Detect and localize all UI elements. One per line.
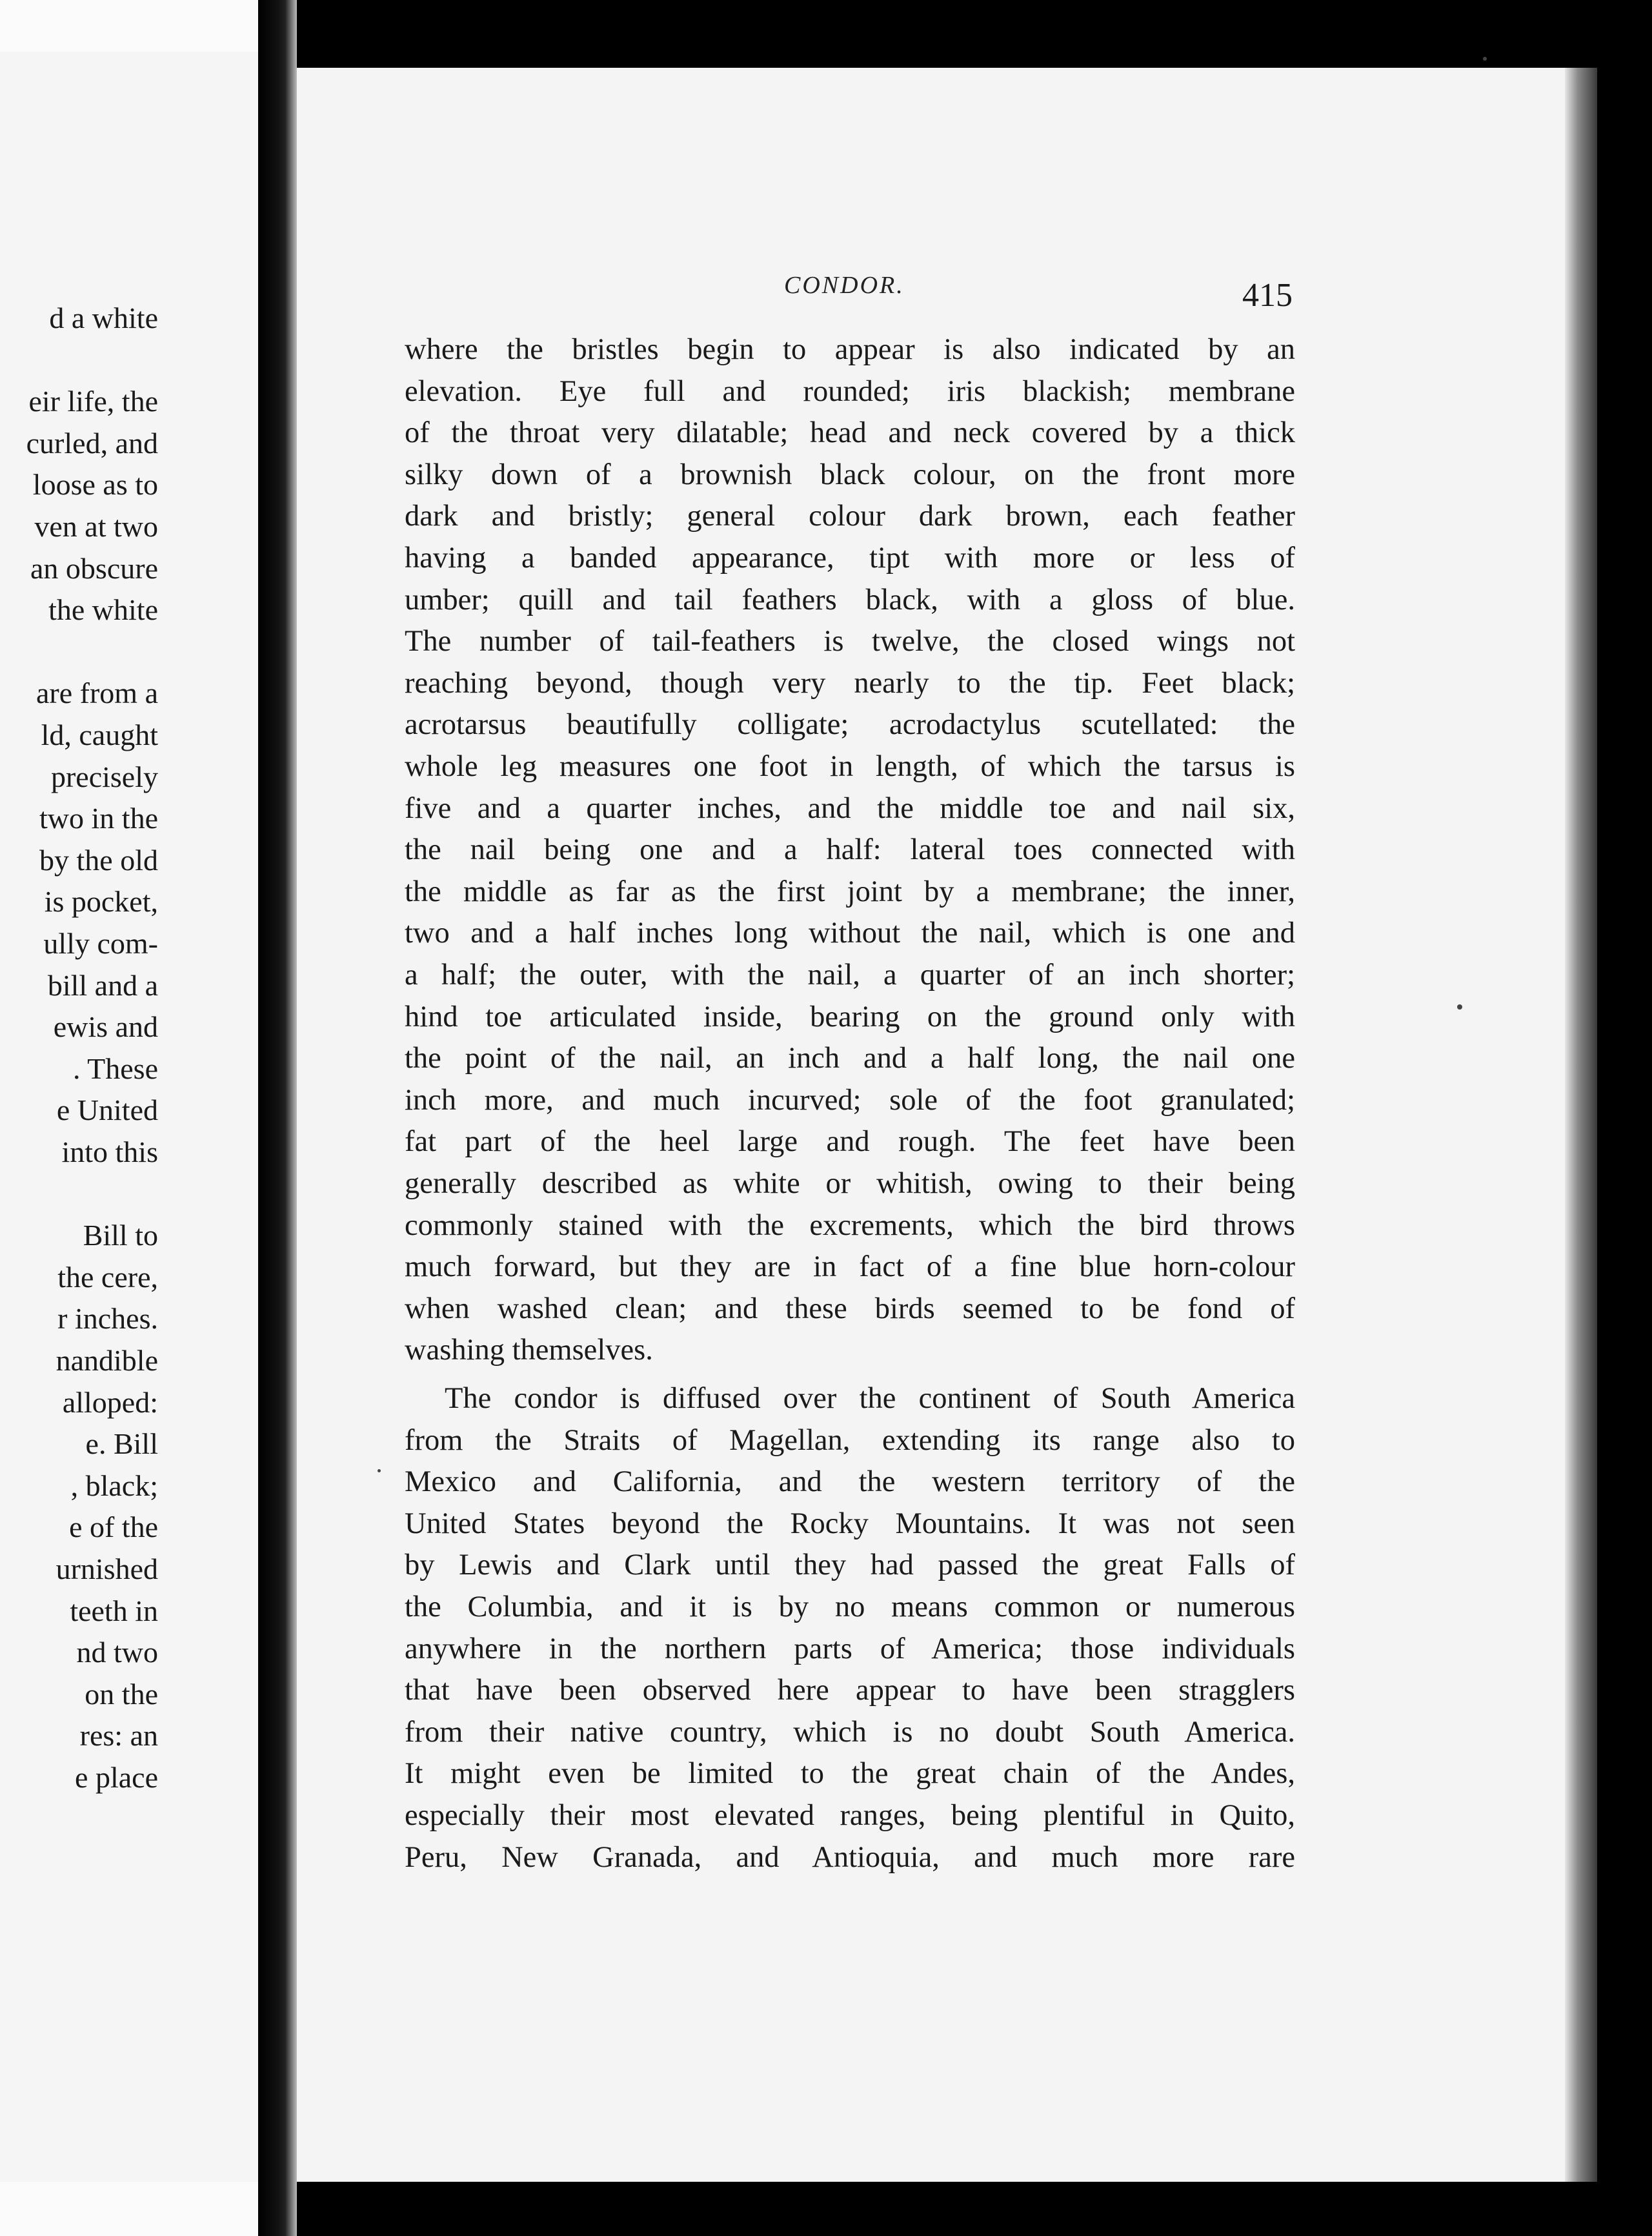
body-line: dark and bristly; general colour dark brown, each feather	[405, 500, 1295, 533]
body-line: when washed clean; and these birds seemed to be fond of	[405, 1292, 1295, 1325]
left-page-line: the white	[48, 593, 158, 627]
body-line: washing themselves.	[405, 1334, 653, 1367]
body-line: reaching beyond, though very nearly to the tip. Feet black;	[405, 666, 1295, 700]
body-line: a half; the outer, with the nail, a quarter of an inch shorter;	[405, 959, 1295, 991]
book-gutter	[258, 0, 297, 2236]
scan-border-top	[258, 0, 1652, 68]
body-line: from the Straits of Magellan, extending its range also to	[405, 1423, 1295, 1457]
body-line: having a banded appearance, tipt with more or less of	[405, 542, 1295, 574]
body-line: the point of the nail, an inch and a half long, the nail one	[405, 1042, 1295, 1075]
left-page-line: d a white	[49, 301, 158, 334]
body-line: by Lewis and Clark until they had passed the great Falls of	[405, 1549, 1295, 1582]
scan-speck	[378, 1469, 381, 1472]
left-page-line: ewis and	[53, 1010, 158, 1044]
body-line: hind toe articulated inside, bearing on the ground only with	[405, 1000, 1295, 1033]
left-page-line: . These	[72, 1052, 158, 1085]
left-page-line: e of the	[69, 1510, 158, 1544]
body-line: the Columbia, and it is by no means common or numerous	[405, 1591, 1295, 1623]
body-line: that have been observed here appear to have been stragglers	[405, 1674, 1295, 1707]
body-line: silky down of a brownish black colour, on the front more	[405, 458, 1295, 491]
left-page-line: eir life, the	[28, 385, 158, 418]
body-line: The number of tail-feathers is twelve, the closed wings not	[405, 625, 1295, 658]
left-page-line: nandible	[55, 1344, 158, 1377]
left-page-line: e place	[75, 1761, 158, 1794]
left-page-line: two in the	[39, 802, 158, 835]
left-page-line: , black;	[70, 1469, 158, 1502]
body-line: Peru, New Granada, and Antioquia, and much more rare	[405, 1840, 1295, 1874]
left-page-line: res: an	[79, 1719, 158, 1753]
body-line: the nail being one and a half: lateral toes connected with	[405, 833, 1295, 867]
left-page-line: the cere,	[57, 1260, 158, 1294]
page-number: 415	[1242, 277, 1293, 314]
left-page-line: urnished	[55, 1552, 158, 1585]
body-line: acrotarsus beautifully colligate; acrodactylus scutellated: the	[405, 708, 1295, 742]
body-line: of the throat very dilatable; head and neck covered by a thick	[405, 416, 1295, 450]
body-line: commonly stained with the excrements, which the bird throws	[405, 1208, 1295, 1242]
body-line: two and a half inches long without the nail, which is one and	[405, 917, 1295, 950]
left-page-line: by the old	[39, 843, 158, 877]
left-page-line: is pocket,	[44, 885, 158, 919]
body-line: It might even be limited to the great chain of the Andes,	[405, 1757, 1295, 1791]
body-line: umber; quill and tail feathers black, with a gloss of blue.	[405, 583, 1295, 616]
left-page-line: teeth in	[70, 1594, 158, 1627]
running-head: CONDOR.	[784, 272, 905, 299]
body-line: The condor is diffused over the continent of South America	[445, 1382, 1295, 1415]
left-page-line: Bill to	[83, 1219, 158, 1252]
left-page-line: e United	[56, 1093, 158, 1127]
body-line: especially their most elevated ranges, being plentiful in Quito,	[405, 1799, 1295, 1832]
body-line: elevation. Eye full and rounded; iris blackish; membrane	[405, 374, 1295, 408]
left-page-line: are from a	[36, 676, 158, 710]
left-page-line: ld, caught	[41, 718, 158, 751]
body-line: the middle as far as the first joint by a membrane; the inner,	[405, 875, 1295, 908]
left-page-line: into this	[61, 1135, 158, 1168]
body-line: whole leg measures one foot in length, of which the tarsus is	[405, 750, 1295, 783]
left-page-line: ven at two	[34, 510, 158, 543]
left-page-line: precisely	[50, 760, 158, 793]
scan-border-bottom	[258, 2182, 1652, 2236]
left-page-line: r inches.	[57, 1302, 158, 1336]
body-line: five and a quarter inches, and the middle toe and nail six,	[405, 791, 1295, 825]
body-line: much forward, but they are in fact of a fine blue horn-colour	[405, 1250, 1295, 1284]
left-page-line: e. Bill	[85, 1427, 158, 1461]
left-page-line: loose as to	[32, 468, 158, 502]
body-line: inch more, and much incurved; sole of the foot granulated;	[405, 1083, 1295, 1117]
body-line: from their native country, which is no doubt South America.	[405, 1715, 1295, 1749]
page-edge-shadow	[1565, 68, 1597, 2182]
left-page-line: curled, and	[26, 426, 158, 460]
body-line: fat part of the heel large and rough. The feet have been	[405, 1125, 1295, 1159]
body-line: United States beyond the Rocky Mountains. It was not seen	[405, 1507, 1295, 1540]
left-page-line: nd two	[76, 1636, 158, 1669]
left-page-line: alloped:	[62, 1385, 158, 1419]
scan-border-right	[1597, 0, 1652, 2236]
body-line: generally described as white or whitish, owing to their being	[405, 1167, 1295, 1200]
body-line: where the bristles begin to appear is also indicated by an	[405, 333, 1295, 366]
scan-speck	[1483, 57, 1487, 61]
left-page-line: an obscure	[30, 551, 158, 585]
body-line: Mexico and California, and the western territory of the	[405, 1465, 1295, 1499]
body-line: anywhere in the northern parts of America; those individuals	[405, 1632, 1295, 1665]
left-page-line: ully com-	[43, 927, 158, 960]
left-page-line: on the	[85, 1677, 158, 1711]
left-page-line: bill and a	[47, 968, 158, 1002]
scan-speck	[1457, 1004, 1462, 1010]
